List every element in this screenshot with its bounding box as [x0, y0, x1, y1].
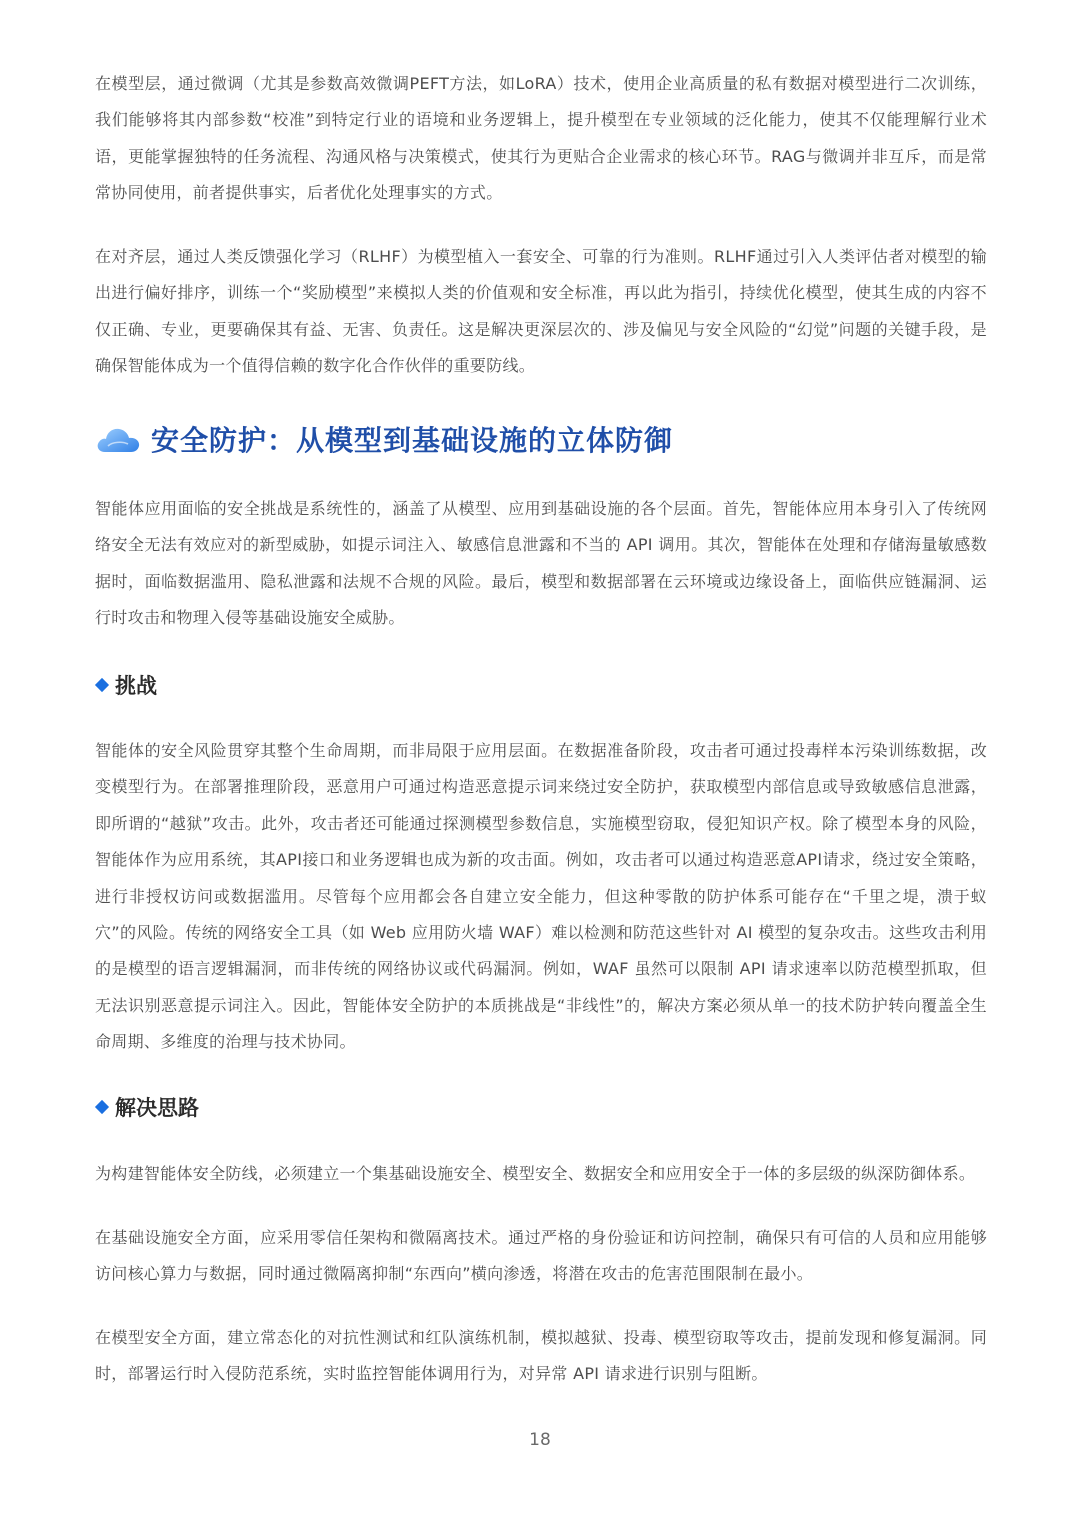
paragraph-model-security: 在模型安全方面，建立常态化的对抗性测试和红队演练机制，模拟越狱、投毒、模型窃取等攻击，提前发现和修复漏洞。同时，部署运行时入侵防范系统，实时监控智能体调用行为，对异常 API 请求进行识别与阻断。 [95, 1328, 987, 1384]
page-number: 18 [529, 1430, 551, 1450]
section-heading [95, 414, 673, 464]
paragraph-solution-overview: 为构建智能体安全防线，必须建立一个集基础设施安全、模型安全、数据安全和应用安全于一体的多层级的纵深防御体系。 [95, 1164, 976, 1183]
section-title: 安全防护：从模型到基础设施的立体防御 [151, 424, 674, 457]
subheading-solution [95, 1092, 199, 1122]
subheading-solution-title: 解决思路 [115, 1096, 199, 1120]
paragraph-alignment: 在对齐层，通过人类反馈强化学习（RLHF）为模型植入一套安全、可靠的行为准则。RLHF通过引入人类评估者对模型的输出进行偏好排序，训练一个“奖励模型”来模拟人类的价值观和安全标准，再以此为指引，持续优化模型，使其生成的内容不仅正确、专业，更要确保其有益、无害、负责任。这是解决更深层次的、涉及偏见与安全风险的“幻觉”问题的关键手段，是确保智能体成为一个值得信赖的数字化合作伙伴的重要防线。 [95, 247, 987, 376]
diamond-bullet-icon [95, 678, 109, 692]
paragraph-challenge: 智能体的安全风险贯穿其整个生命周期，而非局限于应用层面。在数据准备阶段，攻击者可通过投毒样本污染训练数据，改变模型行为。在部署推理阶段，恶意用户可通过构造恶意提示词来绕过安全防护，获取模型内部信息或导致敏感信息泄露，即所谓的“越狱”攻击。此外，攻击者还可能通过探测模型参数信息，实施模型窃取，侵犯知识产权。除了模型本身的风险，智能体作为应用系统，其API接口和业务逻辑也成为新的攻击面。例如，攻击者可以通过构造恶意API请求，绕过安全策略，进行非授权访问或数据滥用。尽管每个应用都会各自建立安全能力，但这种零散的防护体系可能存在“千里之堤，溃于蚁穴”的风险。传统的网络安全工具（如 Web 应用防火墙 WAF）难以检测和防范这些针对 AI 模型的复杂攻击。这些攻击利用的是模型的语言逻辑漏洞，而非传统的网络协议或代码漏洞。例如，WAF 虽然可以限制 API 请求速率以防范模型抓取，但无法识别恶意提示词注入。因此，智能体安全防护的本质挑战是“非线性”的，解决方案必须从单一的技术防护转向覆盖全生命周期、多维度的治理与技术协同。 [95, 741, 987, 1052]
subheading-challenge-title: 挑战 [115, 674, 157, 698]
diamond-bullet-icon [95, 1100, 109, 1114]
subheading-challenge [95, 670, 157, 700]
cloud-icon [95, 422, 141, 456]
paragraph-infrastructure-security: 在基础设施安全方面，应采用零信任架构和微隔离技术。通过严格的身份验证和访问控制，确保只有可信的人员和应用能够访问核心算力与数据，同时通过微隔离抑制“东西向”横向渗透，将潜在攻击的危害范围限制在最小。 [95, 1228, 987, 1284]
paragraph-section-intro: 智能体应用面临的安全挑战是系统性的，涵盖了从模型、应用到基础设施的各个层面。首先，智能体应用本身引入了传统网络安全无法有效应对的新型威胁，如提示词注入、敏感信息泄露和不当的 API 调用。其次，智能体在处理和存储海量敏感数据时，面临数据滥用、隐私泄露和法规不合规的风险。最后，模型和数据部署在云环境或边缘设备上，面临供应链漏洞、运行时攻击和物理入侵等基础设施安全威胁。 [95, 499, 987, 628]
paragraph-fine-tuning: 在模型层，通过微调（尤其是参数高效微调PEFT方法，如LoRA）技术，使用企业高质量的私有数据对模型进行二次训练，我们能够将其内部参数“校准”到特定行业的语境和业务逻辑上，提升模型在专业领域的泛化能力，使其不仅能理解行业术语，更能掌握独特的任务流程、沟通风格与决策模式，使其行为更贴合企业需求的核心环节。RAG与微调并非互斥，而是常常协同使用，前者提供事实，后者优化处理事实的方式。 [95, 74, 987, 203]
